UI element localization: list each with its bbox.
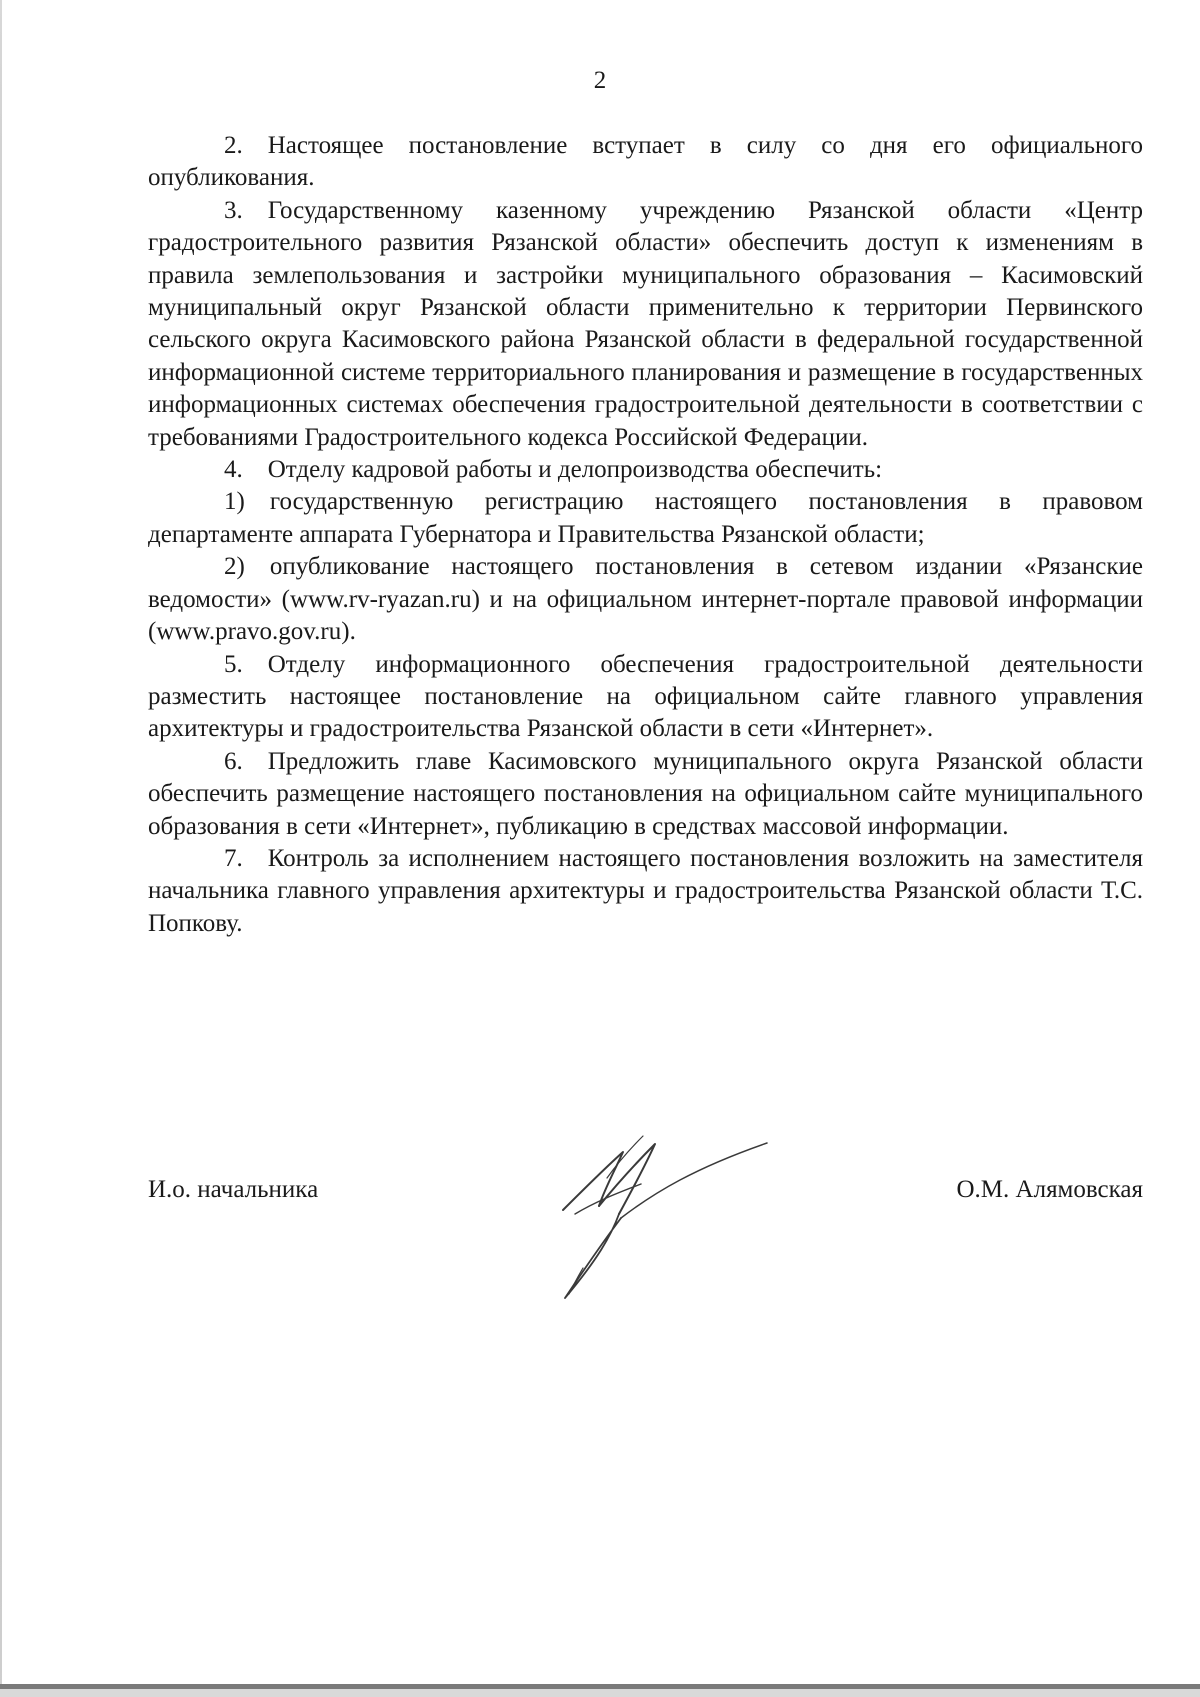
paragraph-2-entry-into-force: 2. Настоящее постановление вступает в силу со дня его официального опубликования. — [148, 132, 1143, 192]
paragraph-7-control: 7. Контроль за исполнением настоящего постановления возложить на заместителя начальника главного управления архитектуры и градостроительства Рязанской области Т.С. Попкову. — [148, 844, 1143, 937]
paragraph-4-2-publication: 2) опубликование настоящего постановления в сетевом издании «Рязанские ведомости» (www.rv-ryazan.ru) и на официальном интернет-портале правовой информации (www.pravo.gov.ru). — [148, 553, 1143, 646]
document-body — [148, 130, 1143, 940]
handwritten-signature-icon — [545, 1118, 775, 1300]
scan-left-edge — [0, 0, 2, 1697]
paragraph-3-access-provision: 3. Государственному казенному учреждению Рязанской области «Центр градостроительного развития Рязанской области» обеспечить доступ к изменениям в правила землепользования и застройки муниципального образования – Касимовский муниципальный округ Рязанской области применительно к территории Первинского сельского округа Касимовского района Рязанской области в федеральной государственной информационной системе территориального планирования и размещение в государственных информационных системах обеспечения градостроительной деятельности в соответствии с требованиями Градостроительного кодекса Российской Федерации. — [148, 196, 1143, 451]
paragraph-5-website-posting: 5. Отделу информационного обеспечения градостроительной деятельности разместить настоящее постановление на официальном сайте главного управления архитектуры и градостроительства Рязанской области в сети «Интернет». — [148, 650, 1143, 743]
page-number: 2 — [593, 67, 607, 94]
scan-bottom-margin — [0, 1689, 1200, 1697]
paragraph-4-1-registration: 1) государственную регистрацию настоящего постановления в правовом департаменте аппарата Губернатора и Правительства Рязанской области; — [148, 488, 1143, 548]
signatory-position: И.о. начальника — [148, 1176, 319, 1203]
signatory-name: О.М. Алямовская — [956, 1176, 1143, 1203]
paragraph-6-municipal-posting: 6. Предложить главе Касимовского муниципального округа Рязанской области обеспечить размещение настоящего постановления на официальном сайте муниципального образования в сети «Интернет», публикацию в средствах массовой информации. — [148, 747, 1143, 840]
paragraph-4-records-department: 4. Отделу кадровой работы и делопроизводства обеспечить: — [224, 456, 883, 484]
